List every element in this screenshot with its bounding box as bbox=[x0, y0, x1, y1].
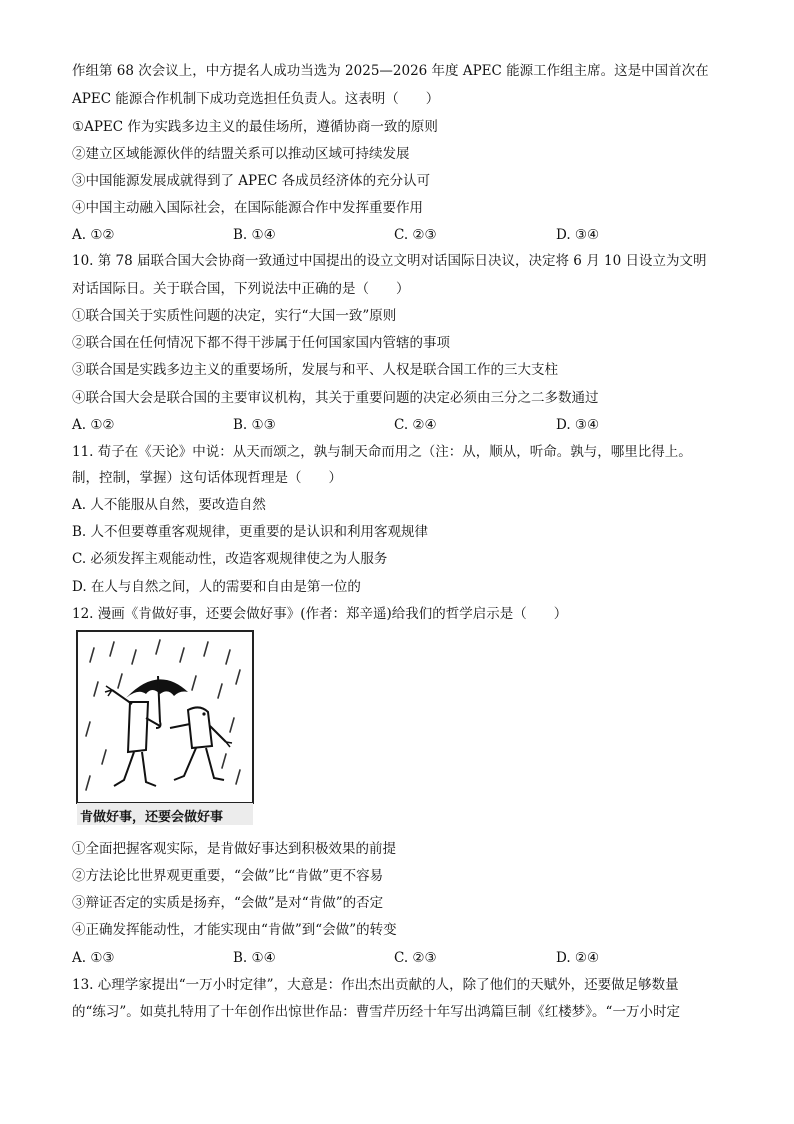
q9-stem-line-2: APEC 能源合作机制下成功竞选担任负责人。这表明（ ） bbox=[72, 91, 440, 107]
cartoon-caption: 肯做好事，还要会做好事 bbox=[80, 810, 224, 825]
q12-statement-1: ①全面把握客观实际，是肯做好事达到积极效果的前提 bbox=[72, 841, 396, 857]
q11-option-d[interactable]: D. 在人与自然之间，人的需要和自由是第一位的 bbox=[72, 579, 361, 595]
q9-statement-4: ④中国主动融入国际社会，在国际能源合作中发挥重要作用 bbox=[72, 200, 423, 216]
q10-statement-3: ③联合国是实践多边主义的重要场所，发展与和平、人权是联合国工作的三大支柱 bbox=[72, 362, 558, 378]
q9-option-a[interactable]: A. ①② bbox=[72, 227, 115, 243]
q12-stem: 12. 漫画《肯做好事，还要会做好事》(作者：郑辛遥)给我们的哲学启示是（ ） bbox=[72, 606, 568, 622]
q13-stem-line-1: 13. 心理学家提出“一万小时定律”，大意是：作出杰出贡献的人，除了他们的天赋外，还要做足够数量 bbox=[72, 977, 679, 993]
q11-option-c[interactable]: C. 必须发挥主观能动性，改造客观规律使之为人服务 bbox=[72, 551, 388, 567]
q11-option-a[interactable]: A. 人不能服从自然，要改造自然 bbox=[72, 497, 266, 513]
q9-statement-3: ③中国能源发展成就得到了 APEC 各成员经济体的充分认可 bbox=[72, 173, 431, 189]
q9-statement-1: ①APEC 作为实践多边主义的最佳场所，遵循协商一致的原则 bbox=[72, 119, 438, 135]
cartoon-illustration bbox=[76, 630, 254, 826]
q11-stem-line-1: 11. 荀子在《天论》中说：从天而颂之，孰与制天命而用之（注：从，顺从，听命。孰与，哪里比得上。 bbox=[72, 444, 692, 460]
q12-option-a[interactable]: A. ①③ bbox=[72, 950, 115, 966]
q10-option-d[interactable]: D. ③④ bbox=[556, 417, 600, 433]
q9-option-d[interactable]: D. ③④ bbox=[556, 227, 600, 243]
q10-option-b[interactable]: B. ①③ bbox=[233, 417, 276, 433]
q9-option-b[interactable]: B. ①④ bbox=[233, 227, 276, 243]
q10-statement-4: ④联合国大会是联合国的主要审议机构，其关于重要问题的决定必须由三分之二多数通过 bbox=[72, 390, 599, 406]
q12-option-d[interactable]: D. ②④ bbox=[556, 950, 600, 966]
q10-stem-line-1: 10. 第 78 届联合国大会协商一致通过中国提出的设立文明对话国际日决议，决定将 6 月 10 日设立为文明 bbox=[72, 253, 707, 269]
q12-option-c[interactable]: C. ②③ bbox=[394, 950, 437, 966]
q10-statement-1: ①联合国关于实质性问题的决定，实行“大国一致”原则 bbox=[72, 308, 397, 324]
q9-stem-line-1: 作组第 68 次会议上，中方提名人成功当选为 2025—2026 年度 APEC 能源工作组主席。这是中国首次在 bbox=[72, 63, 709, 79]
q10-option-c[interactable]: C. ②④ bbox=[394, 417, 437, 433]
q11-option-b[interactable]: B. 人不但要尊重客观规律，更重要的是认识和利用客观规律 bbox=[72, 524, 429, 540]
q9-statement-2: ②建立区域能源伙伴的结盟关系可以推动区域可持续发展 bbox=[72, 146, 410, 162]
cartoon-image bbox=[76, 630, 254, 826]
q9-option-c[interactable]: C. ②③ bbox=[394, 227, 437, 243]
q12-statement-2: ②方法论比世界观更重要，“会做”比“肯做”更不容易 bbox=[72, 868, 384, 884]
q10-stem-line-2: 对话国际日。关于联合国，下列说法中正确的是（ ） bbox=[72, 281, 410, 297]
q10-option-a[interactable]: A. ①② bbox=[72, 417, 115, 433]
q11-stem-line-2: 制，控制，掌握）这句话体现哲理是（ ） bbox=[72, 470, 342, 486]
q13-stem-line-2: 的“练习”。如莫扎特用了十年创作出惊世作品：曹雪芹历经十年写出鸿篇巨制《红楼梦》。“一万小时定 bbox=[72, 1004, 680, 1020]
q10-statement-2: ②联合国在任何情况下都不得干涉属于任何国家国内管辖的事项 bbox=[72, 335, 450, 351]
q12-option-b[interactable]: B. ①④ bbox=[233, 950, 276, 966]
q12-statement-3: ③辩证否定的实质是扬弃，“会做”是对“肯做”的否定 bbox=[72, 895, 384, 911]
q12-statement-4: ④正确发挥能动性，才能实现由“肯做”到“会做”的转变 bbox=[72, 922, 397, 938]
